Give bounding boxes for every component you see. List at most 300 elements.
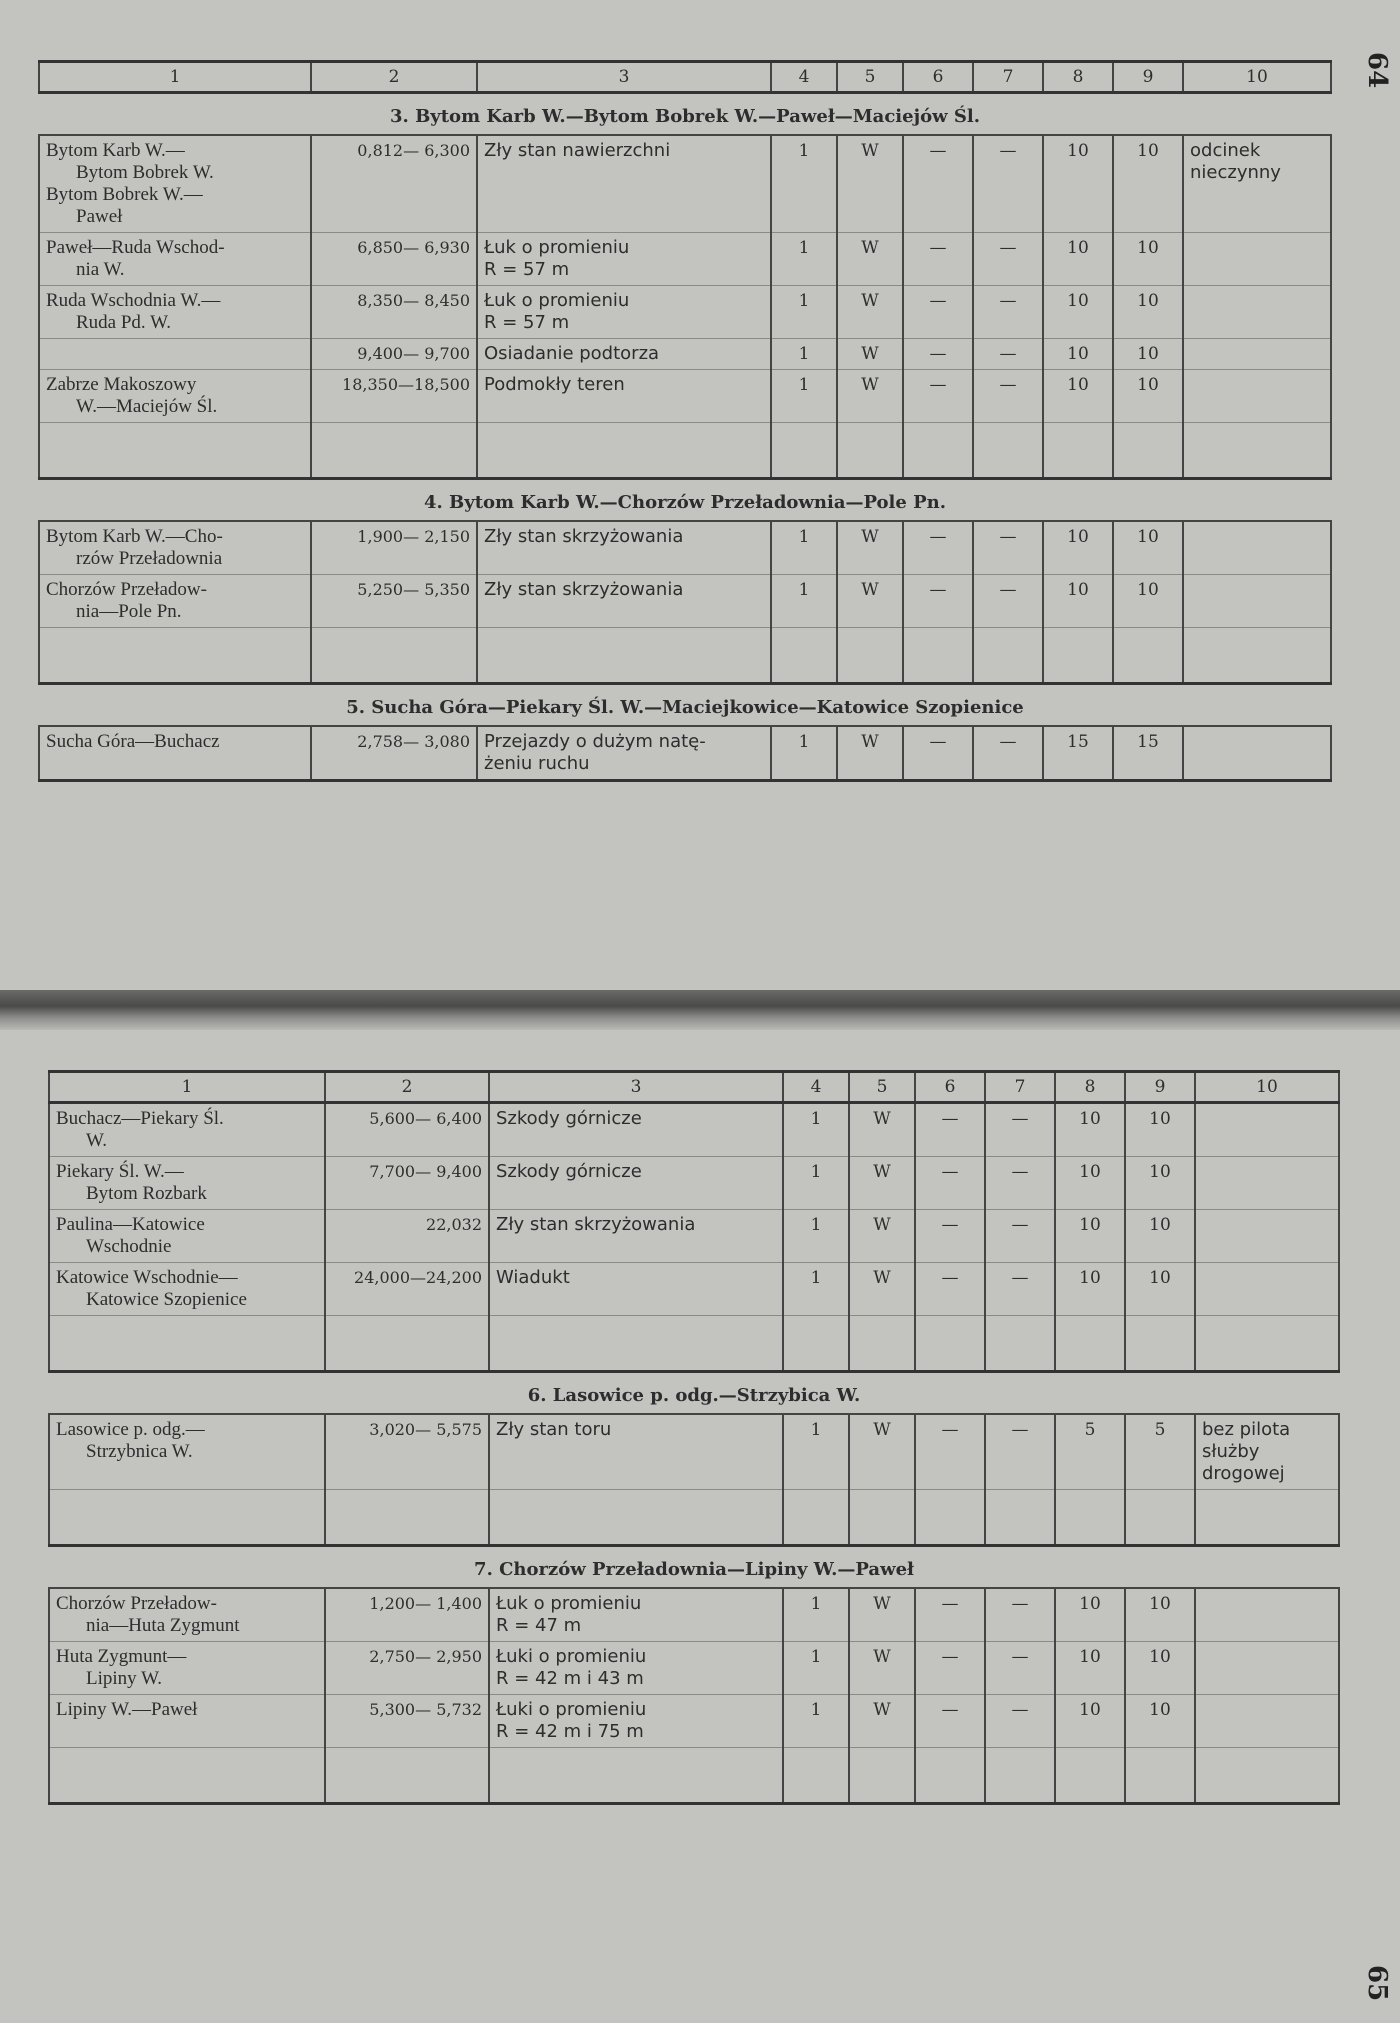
section-header [49, 1372, 1339, 1415]
remarks [1183, 135, 1331, 233]
empty-cell [915, 1316, 985, 1372]
route-name [49, 1263, 325, 1316]
route-name [49, 1642, 325, 1695]
route-name-line: Wschodnie [86, 1236, 172, 1257]
col-8: 10 [1055, 1695, 1125, 1748]
table-row [39, 521, 1331, 575]
col-7: — [973, 135, 1043, 233]
col-7: — [973, 286, 1043, 339]
empty-row [49, 1490, 1339, 1546]
col-4: 1 [771, 233, 837, 286]
reason [477, 726, 771, 781]
km-range: 1,200— 1,400 [325, 1588, 489, 1642]
empty-cell [1055, 1490, 1125, 1546]
col-8: 10 [1043, 575, 1113, 628]
empty-cell [783, 1748, 849, 1804]
reason-line: Łuki o promieniu [496, 1699, 647, 1720]
remarks [1183, 233, 1331, 286]
empty-row [49, 1748, 1339, 1804]
column-header-5: 5 [849, 1072, 915, 1103]
col-6: — [915, 1642, 985, 1695]
page-64 [0, 0, 1400, 990]
section-title: 5. Sucha Góra—Piekary Śl. W.—Maciejkowice—Katowice Szopienice [39, 684, 1331, 727]
empty-cell [783, 1490, 849, 1546]
empty-cell [1183, 628, 1331, 684]
km-range: 0,812— 6,300 [311, 135, 477, 233]
column-header-8: 8 [1043, 62, 1113, 93]
col-4: 1 [771, 370, 837, 423]
empty-cell [849, 1748, 915, 1804]
column-header-3: 3 [477, 62, 771, 93]
route-name-line: nia W. [76, 259, 125, 280]
col-7: — [973, 339, 1043, 370]
remarks [1183, 339, 1331, 370]
route-name-line: Bytom Rozbark [86, 1183, 207, 1204]
table-row [49, 1263, 1339, 1316]
col-5: W [849, 1414, 915, 1490]
km-range: 7,700— 9,400 [325, 1157, 489, 1210]
section-title: 3. Bytom Karb W.—Bytom Bobrek W.—Paweł—Maciejów Śl. [39, 93, 1331, 136]
col-5: W [849, 1588, 915, 1642]
col-6: — [903, 339, 973, 370]
col-6: — [915, 1210, 985, 1263]
reason-line: żeniu ruchu [484, 753, 590, 774]
route-name [49, 1588, 325, 1642]
col-5: W [849, 1695, 915, 1748]
empty-cell [985, 1490, 1055, 1546]
section-title: 4. Bytom Karb W.—Chorzów Przeładownia—Pole Pn. [39, 479, 1331, 522]
empty-cell [903, 423, 973, 479]
remarks [1195, 1642, 1339, 1695]
col-7: — [973, 575, 1043, 628]
page-number-64: 64 [1362, 52, 1392, 89]
route-name [39, 233, 311, 286]
reason [489, 1210, 783, 1263]
km-range: 2,758— 3,080 [311, 726, 477, 781]
route-name [49, 1103, 325, 1157]
route-name-line: Buchacz—Piekary Śl. [56, 1108, 224, 1129]
km-range: 5,300— 5,732 [325, 1695, 489, 1748]
col-5: W [837, 726, 903, 781]
col-8: 10 [1043, 233, 1113, 286]
route-name-line: Paweł [76, 206, 123, 227]
route-name [39, 339, 311, 370]
km-range: 9,400— 9,700 [311, 339, 477, 370]
col-9: 10 [1113, 135, 1183, 233]
table-row [49, 1210, 1339, 1263]
column-header-9: 9 [1113, 62, 1183, 93]
empty-row [39, 628, 1331, 684]
reason-line: Szkody górnicze [496, 1108, 642, 1129]
col-9: 10 [1125, 1642, 1195, 1695]
col-6: — [903, 521, 973, 575]
remarks [1195, 1157, 1339, 1210]
empty-cell [1113, 423, 1183, 479]
route-name-line: Paulina—Katowice [56, 1214, 205, 1235]
table-row [49, 1695, 1339, 1748]
reason-line: R = 47 m [496, 1615, 582, 1636]
col-6: — [915, 1588, 985, 1642]
reason [489, 1263, 783, 1316]
empty-cell [39, 423, 311, 479]
col-6: — [915, 1157, 985, 1210]
col-7: — [973, 726, 1043, 781]
empty-cell [39, 628, 311, 684]
remarks [1195, 1695, 1339, 1748]
col-7: — [973, 521, 1043, 575]
empty-cell [489, 1490, 783, 1546]
col-9: 10 [1125, 1210, 1195, 1263]
column-header-6: 6 [903, 62, 973, 93]
empty-cell [849, 1316, 915, 1372]
table-row [39, 339, 1331, 370]
col-7: — [985, 1157, 1055, 1210]
col-9: 10 [1125, 1695, 1195, 1748]
col-9: 10 [1113, 286, 1183, 339]
empty-cell [903, 628, 973, 684]
empty-cell [837, 423, 903, 479]
col-6: — [915, 1263, 985, 1316]
reason [477, 233, 771, 286]
empty-cell [1043, 628, 1113, 684]
reason-line: Łuk o promieniu [484, 290, 630, 311]
route-name [49, 1414, 325, 1490]
table-row [49, 1642, 1339, 1695]
header-row [49, 1072, 1339, 1103]
remarks [1195, 1263, 1339, 1316]
reason [477, 521, 771, 575]
remarks [1183, 726, 1331, 781]
table-row [39, 575, 1331, 628]
table-row [49, 1414, 1339, 1490]
remarks [1195, 1414, 1339, 1490]
col-9: 15 [1113, 726, 1183, 781]
col-9: 10 [1113, 521, 1183, 575]
remarks-line: bez pilota [1202, 1419, 1291, 1440]
col-8: 10 [1043, 135, 1113, 233]
empty-cell [1113, 628, 1183, 684]
empty-cell [915, 1748, 985, 1804]
table-page-64 [38, 60, 1332, 782]
route-name-line: nia—Pole Pn. [76, 601, 182, 622]
table-page-65 [48, 1070, 1340, 1805]
col-9: 10 [1125, 1103, 1195, 1157]
col-4: 1 [783, 1210, 849, 1263]
col-7: — [973, 370, 1043, 423]
col-8: 10 [1055, 1103, 1125, 1157]
empty-cell [771, 423, 837, 479]
col-9: 10 [1125, 1588, 1195, 1642]
empty-cell [1195, 1316, 1339, 1372]
col-7: — [985, 1210, 1055, 1263]
km-range: 8,350— 8,450 [311, 286, 477, 339]
col-8: 15 [1043, 726, 1113, 781]
remarks-line: drogowej [1202, 1463, 1285, 1484]
km-range: 2,750— 2,950 [325, 1642, 489, 1695]
km-range: 5,600— 6,400 [325, 1103, 489, 1157]
top-body [39, 93, 1331, 781]
route-name-line: Piekary Śl. W.— [56, 1161, 184, 1182]
col-4: 1 [783, 1103, 849, 1157]
empty-cell [311, 423, 477, 479]
col-5: W [837, 575, 903, 628]
empty-cell [973, 423, 1043, 479]
empty-cell [325, 1316, 489, 1372]
empty-cell [477, 628, 771, 684]
route-name-line: Strzybnica W. [86, 1441, 193, 1462]
km-range: 22,032 [325, 1210, 489, 1263]
column-header-6: 6 [915, 1072, 985, 1103]
reason-line: Przejazdy o dużym natę- [484, 731, 706, 752]
remarks [1195, 1588, 1339, 1642]
remarks-line: służby [1202, 1441, 1260, 1462]
section-header [39, 93, 1331, 136]
col-5: W [837, 286, 903, 339]
route-name [39, 286, 311, 339]
reason [477, 339, 771, 370]
route-name-line: Bytom Bobrek W. [76, 162, 214, 183]
reason-line: Łuki o promieniu [496, 1646, 647, 1667]
col-6: — [903, 726, 973, 781]
route-name [39, 575, 311, 628]
reason [489, 1157, 783, 1210]
empty-cell [477, 423, 771, 479]
col-9: 10 [1113, 370, 1183, 423]
reason-line: R = 57 m [484, 312, 570, 333]
empty-cell [1125, 1490, 1195, 1546]
route-name [39, 521, 311, 575]
empty-cell [973, 628, 1043, 684]
empty-cell [1125, 1748, 1195, 1804]
route-name [39, 370, 311, 423]
col-8: 10 [1055, 1157, 1125, 1210]
empty-cell [985, 1316, 1055, 1372]
empty-cell [1043, 423, 1113, 479]
col-6: — [915, 1414, 985, 1490]
reason-line: Zły stan toru [496, 1419, 612, 1440]
col-7: — [985, 1414, 1055, 1490]
column-header-10: 10 [1183, 62, 1331, 93]
route-name-line: nia—Huta Zygmunt [86, 1615, 240, 1636]
reason-line: Zły stan skrzyżowania [484, 579, 684, 600]
reason-line: Zły stan skrzyżowania [496, 1214, 696, 1235]
section-title: 6. Lasowice p. odg.—Strzybica W. [49, 1372, 1339, 1415]
col-4: 1 [783, 1642, 849, 1695]
table-row [39, 726, 1331, 781]
section-header [39, 479, 1331, 522]
table-row [49, 1103, 1339, 1157]
col-4: 1 [783, 1157, 849, 1210]
col-6: — [903, 135, 973, 233]
col-9: 10 [1125, 1263, 1195, 1316]
col-8: 10 [1043, 286, 1113, 339]
empty-cell [49, 1748, 325, 1804]
col-4: 1 [771, 286, 837, 339]
km-range: 6,850— 6,930 [311, 233, 477, 286]
route-name-line: Bytom Bobrek W.— [46, 184, 203, 205]
col-6: — [903, 575, 973, 628]
col-8: 10 [1055, 1642, 1125, 1695]
column-header-4: 4 [783, 1072, 849, 1103]
route-name-line: rzów Przeładownia [76, 548, 223, 569]
col-7: — [985, 1642, 1055, 1695]
route-name-line: Chorzów Przeładow- [46, 579, 207, 600]
column-header-5: 5 [837, 62, 903, 93]
empty-cell [837, 628, 903, 684]
remarks [1183, 521, 1331, 575]
empty-cell [783, 1316, 849, 1372]
section-header [49, 1546, 1339, 1589]
route-name-line: Bytom Karb W.—Cho- [46, 526, 223, 547]
route-name-line: Lipiny W.—Paweł [56, 1699, 198, 1720]
col-7: — [985, 1588, 1055, 1642]
route-name-line: Huta Zygmunt— [56, 1646, 187, 1667]
remarks-line: odcinek [1190, 140, 1261, 161]
col-6: — [903, 370, 973, 423]
route-name-line: Ruda Wschodnia W.— [46, 290, 221, 311]
empty-cell [1125, 1316, 1195, 1372]
remarks [1183, 575, 1331, 628]
col-4: 1 [771, 521, 837, 575]
col-4: 1 [783, 1695, 849, 1748]
km-range: 24,000—24,200 [325, 1263, 489, 1316]
col-7: — [973, 233, 1043, 286]
table-row [39, 286, 1331, 339]
empty-cell [1195, 1490, 1339, 1546]
column-header-4: 4 [771, 62, 837, 93]
col-9: 10 [1113, 339, 1183, 370]
remarks [1183, 370, 1331, 423]
col-4: 1 [783, 1263, 849, 1316]
reason-line: Łuk o promieniu [496, 1593, 642, 1614]
empty-cell [325, 1748, 489, 1804]
empty-cell [771, 628, 837, 684]
route-name-line: Lasowice p. odg.— [56, 1419, 205, 1440]
reason-line: R = 57 m [484, 259, 570, 280]
col-6: — [915, 1695, 985, 1748]
page-65 [0, 1030, 1400, 2023]
remarks [1195, 1103, 1339, 1157]
column-header-1: 1 [49, 1072, 325, 1103]
remarks [1183, 286, 1331, 339]
empty-cell [1183, 423, 1331, 479]
route-name-line: W. [86, 1130, 107, 1151]
col-4: 1 [771, 575, 837, 628]
table-row [49, 1157, 1339, 1210]
route-name [49, 1695, 325, 1748]
reason-line: Łuk o promieniu [484, 237, 630, 258]
book-fold [0, 990, 1400, 1030]
reason-line: Zły stan skrzyżowania [484, 526, 684, 547]
table-row [39, 233, 1331, 286]
col-9: 10 [1125, 1157, 1195, 1210]
route-name-line: Paweł—Ruda Wschod- [46, 237, 225, 258]
reason [489, 1642, 783, 1695]
column-header-1: 1 [39, 62, 311, 93]
empty-cell [489, 1748, 783, 1804]
km-range: 3,020— 5,575 [325, 1414, 489, 1490]
column-header-2: 2 [311, 62, 477, 93]
remarks [1195, 1210, 1339, 1263]
column-header-2: 2 [325, 1072, 489, 1103]
col-8: 10 [1055, 1263, 1125, 1316]
section-header [39, 684, 1331, 727]
column-header-9: 9 [1125, 1072, 1195, 1103]
km-range: 18,350—18,500 [311, 370, 477, 423]
column-header-8: 8 [1055, 1072, 1125, 1103]
route-name-line: Sucha Góra—Buchacz [46, 731, 220, 752]
col-5: W [837, 521, 903, 575]
remarks-line: nieczynny [1190, 162, 1281, 183]
column-header-7: 7 [973, 62, 1043, 93]
col-8: 10 [1043, 370, 1113, 423]
col-5: W [837, 233, 903, 286]
col-4: 1 [783, 1414, 849, 1490]
col-9: 10 [1113, 575, 1183, 628]
col-5: W [849, 1210, 915, 1263]
col-9: 10 [1113, 233, 1183, 286]
reason [489, 1103, 783, 1157]
table-row [39, 370, 1331, 423]
reason-line: Osiadanie podtorza [484, 343, 660, 364]
col-5: W [849, 1263, 915, 1316]
reason [489, 1695, 783, 1748]
col-4: 1 [771, 726, 837, 781]
page-number-65: 65 [1362, 1964, 1392, 2001]
km-range: 1,900— 2,150 [311, 521, 477, 575]
empty-row [49, 1316, 1339, 1372]
col-5: W [837, 339, 903, 370]
empty-cell [985, 1748, 1055, 1804]
empty-cell [1055, 1316, 1125, 1372]
reason [477, 135, 771, 233]
col-5: W [837, 370, 903, 423]
section-title: 7. Chorzów Przeładownia—Lipiny W.—Paweł [49, 1546, 1339, 1589]
table-row [49, 1588, 1339, 1642]
route-name-line: Katowice Szopienice [86, 1289, 247, 1310]
reason-line: Zły stan nawierzchni [484, 140, 671, 161]
route-name [49, 1157, 325, 1210]
route-name-line: Katowice Wschodnie— [56, 1267, 238, 1288]
empty-cell [915, 1490, 985, 1546]
route-name-line: Zabrze Makoszowy [46, 374, 197, 395]
empty-cell [489, 1316, 783, 1372]
empty-cell [311, 628, 477, 684]
column-header-10: 10 [1195, 1072, 1339, 1103]
col-5: W [849, 1642, 915, 1695]
col-5: W [849, 1157, 915, 1210]
col-6: — [903, 233, 973, 286]
reason-line: R = 42 m i 75 m [496, 1721, 644, 1742]
bottom-body [49, 1103, 1339, 1804]
col-8: 5 [1055, 1414, 1125, 1490]
km-range: 5,250— 5,350 [311, 575, 477, 628]
col-8: 10 [1055, 1210, 1125, 1263]
route-name [39, 726, 311, 781]
col-4: 1 [771, 339, 837, 370]
col-5: W [849, 1103, 915, 1157]
col-8: 10 [1043, 521, 1113, 575]
empty-cell [325, 1490, 489, 1546]
column-header-7: 7 [985, 1072, 1055, 1103]
col-9: 5 [1125, 1414, 1195, 1490]
route-name [39, 135, 311, 233]
empty-cell [849, 1490, 915, 1546]
reason-line: Wiadukt [496, 1267, 570, 1288]
reason [477, 370, 771, 423]
col-6: — [903, 286, 973, 339]
route-name [49, 1210, 325, 1263]
